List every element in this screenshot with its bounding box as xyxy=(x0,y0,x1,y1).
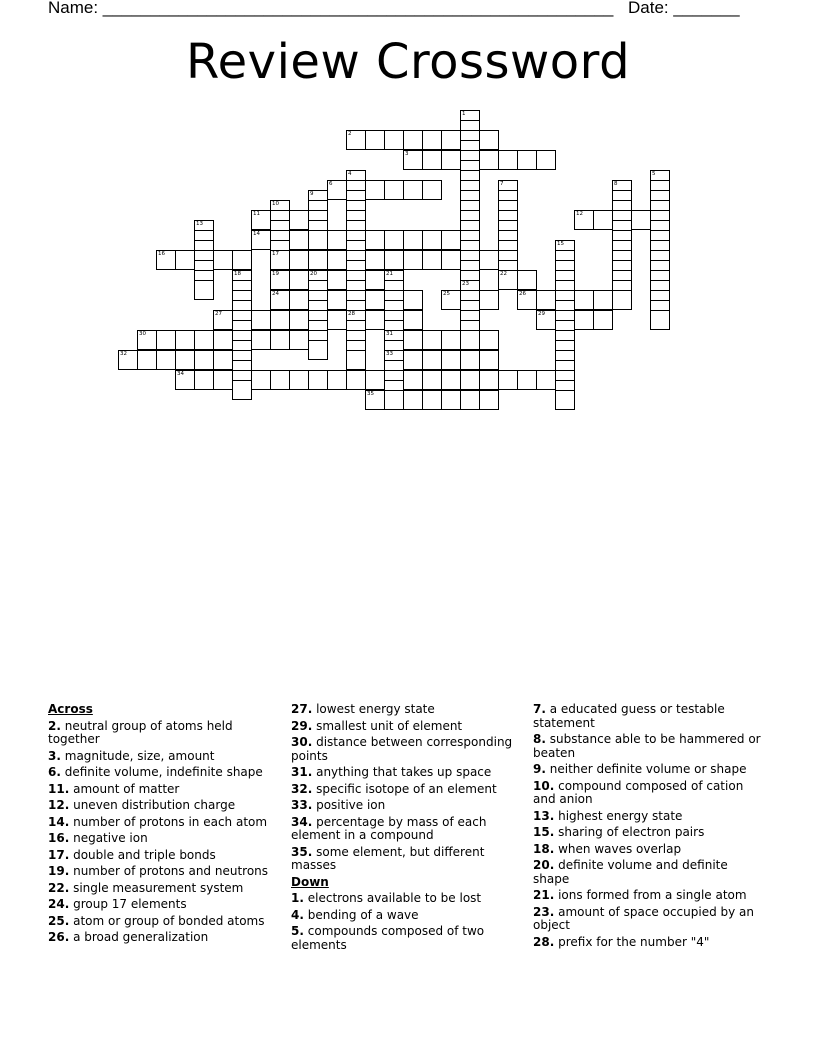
crossword-cell[interactable] xyxy=(536,370,556,390)
clue-number: 31. xyxy=(291,765,313,779)
clue-text: a educated guess or testable statement xyxy=(533,702,725,730)
crossword-cell[interactable] xyxy=(441,250,461,270)
crossword-cell[interactable] xyxy=(308,370,328,390)
crossword-cell[interactable] xyxy=(251,210,271,230)
cell-number: 32 xyxy=(120,351,127,357)
crossword-cell[interactable] xyxy=(441,150,461,170)
cell-number: 29 xyxy=(538,311,545,317)
clue-item xyxy=(291,703,523,717)
cell-number: 34 xyxy=(177,371,184,377)
crossword-cell[interactable] xyxy=(422,230,442,250)
crossword-cell[interactable] xyxy=(422,370,442,390)
clue-text: definite volume, indefinite shape xyxy=(64,765,263,779)
crossword-cell[interactable] xyxy=(365,370,385,390)
crossword-cell[interactable] xyxy=(346,130,366,150)
crossword-cell[interactable] xyxy=(289,210,309,230)
crossword-cell[interactable] xyxy=(422,250,442,270)
crossword-cell[interactable] xyxy=(403,330,423,350)
clue-text: substance able to be hammered or beaten xyxy=(533,732,761,760)
cell-number: 17 xyxy=(272,251,279,257)
clue-text: amount of matter xyxy=(73,781,180,796)
crossword-cell[interactable] xyxy=(517,270,537,290)
date-line: Date: _______ xyxy=(628,0,740,17)
clue-number: 26. xyxy=(48,930,70,944)
crossword-cell[interactable] xyxy=(175,330,195,350)
clue-number: 7. xyxy=(533,702,546,716)
clue-number: 6. xyxy=(48,765,61,779)
crossword-cell[interactable] xyxy=(365,130,385,150)
crossword-cell[interactable] xyxy=(422,130,442,150)
crossword-cell[interactable] xyxy=(479,290,499,310)
crossword-cell[interactable] xyxy=(213,250,233,270)
crossword-cell[interactable] xyxy=(346,370,366,390)
clue-number: 22. xyxy=(48,880,70,895)
clue-item xyxy=(48,915,280,929)
crossword-cell[interactable] xyxy=(270,270,290,290)
crossword-cell[interactable] xyxy=(327,180,347,200)
name-line: Name: ______________________________________________________ xyxy=(48,0,614,17)
crossword-cell[interactable] xyxy=(441,330,461,350)
crossword-cell[interactable] xyxy=(479,330,499,350)
crossword-cell[interactable] xyxy=(574,290,594,310)
crossword-cell[interactable] xyxy=(574,210,594,230)
crossword-cell[interactable] xyxy=(536,290,556,310)
clue-text: electrons available to be lost xyxy=(307,891,482,905)
clue-text: atom or group of bonded atoms xyxy=(73,913,265,928)
crossword-cell[interactable] xyxy=(498,370,518,390)
cell-number: 14 xyxy=(253,231,260,237)
crossword-cell[interactable] xyxy=(403,310,423,330)
crossword-cell[interactable] xyxy=(517,290,537,310)
clue-text: a broad generalization xyxy=(73,930,209,944)
clue-number: 25. xyxy=(48,913,70,928)
clue-text: distance between corresponding points xyxy=(291,735,513,763)
clue-text: percentage by mass of each element in a compound xyxy=(291,814,487,842)
crossword-cell[interactable] xyxy=(460,350,480,370)
crossword-cell[interactable] xyxy=(270,250,290,270)
clue-item xyxy=(48,931,280,945)
crossword-cell[interactable] xyxy=(213,310,233,330)
clue-number: 18. xyxy=(533,841,555,856)
cell-number: 27 xyxy=(215,311,222,317)
clue-text: prefix for the number "4" xyxy=(558,934,710,949)
clue-number: 27. xyxy=(291,702,313,716)
clue-item xyxy=(291,783,523,797)
cell-number: 11 xyxy=(253,211,260,217)
cell-number: 26 xyxy=(519,291,526,297)
crossword-cell[interactable] xyxy=(422,180,442,200)
clue-number: 34. xyxy=(291,814,313,829)
clue-number: 16. xyxy=(48,831,70,845)
clue-number: 10. xyxy=(533,778,555,793)
clue-item xyxy=(48,832,280,846)
crossword-cell[interactable] xyxy=(536,310,556,330)
clue-number: 28. xyxy=(533,934,555,949)
crossword-cell[interactable] xyxy=(308,250,328,270)
crossword-cell[interactable] xyxy=(403,230,423,250)
clue-item xyxy=(48,816,280,830)
crossword-cell[interactable] xyxy=(422,390,442,410)
crossword-cell[interactable] xyxy=(422,150,442,170)
clue-number: 17. xyxy=(48,847,70,862)
clue-number: 29. xyxy=(291,718,313,733)
crossword-cell[interactable] xyxy=(251,230,271,250)
clue-number: 3. xyxy=(48,748,61,763)
crossword-cell[interactable] xyxy=(194,280,214,300)
clue-number: 9. xyxy=(533,762,546,776)
cell-number: 10 xyxy=(272,201,279,207)
clue-text: group 17 elements xyxy=(73,897,187,911)
crossword-cell[interactable] xyxy=(327,250,347,270)
cell-number: 21 xyxy=(386,271,393,277)
crossword-cell[interactable] xyxy=(365,390,385,410)
crossword-cell[interactable] xyxy=(517,370,537,390)
clue-item xyxy=(48,849,280,863)
crossword-cell[interactable] xyxy=(327,370,347,390)
clue-item xyxy=(291,720,523,734)
clue-text: highest energy state xyxy=(558,808,683,823)
crossword-cell[interactable] xyxy=(384,130,404,150)
clue-item xyxy=(291,909,523,923)
crossword-cell[interactable] xyxy=(365,310,385,330)
crossword-cell[interactable] xyxy=(232,250,252,270)
clue-number: 11. xyxy=(48,781,70,796)
clue-item xyxy=(48,799,280,813)
clue-text: positive ion xyxy=(316,798,386,812)
crossword-cell[interactable] xyxy=(232,380,252,400)
clue-item xyxy=(48,750,280,764)
clue-item xyxy=(48,865,280,879)
crossword-cell[interactable] xyxy=(365,270,385,290)
crossword-cell[interactable] xyxy=(441,290,461,310)
cell-number: 31 xyxy=(386,331,393,337)
clue-item xyxy=(291,925,523,952)
crossword-cell[interactable] xyxy=(365,230,385,250)
crossword-cell[interactable] xyxy=(270,290,290,310)
crossword-cell[interactable] xyxy=(498,150,518,170)
cell-number: 2 xyxy=(348,131,352,137)
clue-text: when waves overlap xyxy=(558,841,682,856)
clue-text: ions formed from a single atom xyxy=(558,888,747,902)
cell-number: 20 xyxy=(310,271,317,277)
cell-number: 4 xyxy=(348,171,352,177)
crossword-cell[interactable] xyxy=(137,350,157,370)
clue-text: sharing of electron pairs xyxy=(558,825,705,839)
clue-text: neutral group of atoms held together xyxy=(48,718,233,746)
crossword-cell[interactable] xyxy=(593,310,613,330)
crossword-cell[interactable] xyxy=(403,150,423,170)
clue-item xyxy=(533,936,765,950)
clue-number: 4. xyxy=(291,907,304,922)
clue-text: lowest energy state xyxy=(316,702,435,716)
crossword-cell[interactable] xyxy=(251,310,271,330)
clue-item xyxy=(291,846,523,873)
crossword-cell[interactable] xyxy=(270,330,290,350)
clue-item xyxy=(48,882,280,896)
clue-text: number of protons and neutrons xyxy=(73,864,269,878)
clue-item xyxy=(533,826,765,840)
crossword-cell[interactable] xyxy=(403,250,423,270)
crossword-cell[interactable] xyxy=(441,130,461,150)
crossword-cell[interactable] xyxy=(270,370,290,390)
crossword-cell[interactable] xyxy=(308,340,328,360)
crossword-cell[interactable] xyxy=(251,370,271,390)
cell-number: 5 xyxy=(652,171,656,177)
crossword-cell[interactable] xyxy=(327,230,347,250)
crossword-cell[interactable] xyxy=(403,180,423,200)
clue-column-1 xyxy=(48,700,280,945)
cell-number: 12 xyxy=(576,211,583,217)
crossword-cell[interactable] xyxy=(365,180,385,200)
crossword-cell[interactable] xyxy=(289,270,309,290)
section-heading: Down xyxy=(291,874,329,889)
crossword-cell[interactable] xyxy=(479,390,499,410)
clue-number: 5. xyxy=(291,924,304,938)
clue-text: neither definite volume or shape xyxy=(549,762,747,776)
crossword-cell[interactable] xyxy=(213,370,233,390)
crossword-cell[interactable] xyxy=(574,310,594,330)
crossword-cell[interactable] xyxy=(555,390,575,410)
crossword-cell[interactable] xyxy=(479,250,499,270)
clue-column-2 xyxy=(291,700,523,952)
crossword-cell[interactable] xyxy=(308,230,328,250)
crossword-cell[interactable] xyxy=(327,290,347,310)
crossword-cell[interactable] xyxy=(365,250,385,270)
crossword-cell[interactable] xyxy=(479,370,499,390)
cell-number: 23 xyxy=(462,281,469,287)
clue-item xyxy=(291,816,523,843)
crossword-cell[interactable] xyxy=(593,290,613,310)
crossword-cell[interactable] xyxy=(175,250,195,270)
crossword-cell[interactable] xyxy=(403,130,423,150)
crossword-cell[interactable] xyxy=(460,390,480,410)
clue-item xyxy=(533,780,765,807)
clue-number: 15. xyxy=(533,825,555,839)
cell-number: 6 xyxy=(329,181,333,187)
clue-item xyxy=(533,843,765,857)
crossword-cell[interactable] xyxy=(384,230,404,250)
clue-item xyxy=(48,898,280,912)
cell-number: 7 xyxy=(500,181,504,187)
cell-number: 25 xyxy=(443,291,450,297)
crossword-cell[interactable] xyxy=(156,350,176,370)
clue-item xyxy=(48,720,280,747)
cell-number: 1 xyxy=(462,111,466,117)
clue-number: 13. xyxy=(533,808,555,823)
crossword-cell[interactable] xyxy=(289,330,309,350)
cell-number: 8 xyxy=(614,181,618,187)
clue-item xyxy=(533,810,765,824)
clue-column-3 xyxy=(533,700,765,949)
clue-text: specific isotope of an element xyxy=(316,781,497,796)
crossword-cell[interactable] xyxy=(194,330,214,350)
clue-item xyxy=(533,763,765,777)
crossword-cell[interactable] xyxy=(384,390,404,410)
clue-number: 21. xyxy=(533,888,555,902)
crossword-cell[interactable] xyxy=(536,150,556,170)
clue-text: compounds composed of two elements xyxy=(291,924,485,952)
crossword-cell[interactable] xyxy=(346,350,366,370)
clue-number: 23. xyxy=(533,904,555,919)
clue-item xyxy=(533,703,765,730)
clue-text: number of protons in each atom xyxy=(73,814,268,829)
crossword-cell[interactable] xyxy=(479,150,499,170)
cell-number: 18 xyxy=(234,271,241,277)
crossword-cell[interactable] xyxy=(365,290,385,310)
crossword-cell[interactable] xyxy=(289,370,309,390)
clue-item xyxy=(533,733,765,760)
clue-text: anything that takes up space xyxy=(316,765,492,779)
clue-number: 20. xyxy=(533,858,555,872)
cell-number: 33 xyxy=(386,351,393,357)
clue-number: 30. xyxy=(291,735,313,749)
clue-text: single measurement system xyxy=(73,880,244,895)
crossword-cell[interactable] xyxy=(422,330,442,350)
crossword-cell[interactable] xyxy=(441,370,461,390)
crossword-cell[interactable] xyxy=(422,350,442,370)
crossword-cell[interactable] xyxy=(194,370,214,390)
crossword-cell[interactable] xyxy=(479,350,499,370)
cell-number: 16 xyxy=(158,251,165,257)
crossword-cell[interactable] xyxy=(213,350,233,370)
crossword-cell[interactable] xyxy=(156,330,176,350)
cell-number: 28 xyxy=(348,311,355,317)
crossword-cell[interactable] xyxy=(289,250,309,270)
crossword-cell[interactable] xyxy=(175,370,195,390)
crossword-cell[interactable] xyxy=(403,350,423,370)
crossword-cell[interactable] xyxy=(631,210,651,230)
crossword-cell[interactable] xyxy=(403,370,423,390)
crossword-cell[interactable] xyxy=(289,310,309,330)
crossword-cell[interactable] xyxy=(479,130,499,150)
clue-item xyxy=(48,766,280,780)
clue-item xyxy=(533,906,765,933)
cell-number: 3 xyxy=(405,151,409,157)
crossword-cell[interactable] xyxy=(460,330,480,350)
cell-number: 19 xyxy=(272,271,279,277)
crossword-cell[interactable] xyxy=(650,310,670,330)
cell-number: 24 xyxy=(272,291,279,297)
clue-item xyxy=(533,889,765,903)
crossword-cell[interactable] xyxy=(403,290,423,310)
crossword-cell[interactable] xyxy=(270,310,290,330)
clue-number: 32. xyxy=(291,781,313,796)
clue-item xyxy=(291,799,523,813)
crossword-cell[interactable] xyxy=(384,180,404,200)
crossword-cell[interactable] xyxy=(327,310,347,330)
cell-number: 13 xyxy=(196,221,203,227)
clue-item xyxy=(291,736,523,763)
crossword-cell[interactable] xyxy=(118,350,138,370)
crossword-cell[interactable] xyxy=(384,250,404,270)
crossword-cell[interactable] xyxy=(194,350,214,370)
crossword-cell[interactable] xyxy=(175,350,195,370)
crossword-cell[interactable] xyxy=(593,210,613,230)
clue-text: uneven distribution charge xyxy=(73,798,236,812)
crossword-cell[interactable] xyxy=(251,330,271,350)
clue-text: some element, but different masses xyxy=(291,844,485,872)
crossword-cell[interactable] xyxy=(403,390,423,410)
clue-item xyxy=(48,783,280,797)
clue-number: 33. xyxy=(291,798,313,812)
cell-number: 35 xyxy=(367,391,374,397)
crossword-cell[interactable] xyxy=(498,270,518,290)
section-heading: Across xyxy=(48,702,93,716)
clue-item xyxy=(291,766,523,780)
clue-number: 12. xyxy=(48,798,70,812)
crossword-cell[interactable] xyxy=(327,270,347,290)
page-title: Review Crossword xyxy=(185,34,631,90)
crossword-cell[interactable] xyxy=(289,290,309,310)
clue-number: 24. xyxy=(48,897,70,911)
crossword-cell[interactable] xyxy=(612,290,632,310)
clue-text: bending of a wave xyxy=(307,907,419,922)
cell-number: 9 xyxy=(310,191,314,197)
crossword-cell[interactable] xyxy=(441,230,461,250)
cell-number: 30 xyxy=(139,331,146,337)
clue-text: amount of space occupied by an object xyxy=(533,904,755,932)
clue-text: smallest unit of element xyxy=(316,718,463,733)
crossword-cell[interactable] xyxy=(156,250,176,270)
crossword-cell[interactable] xyxy=(460,370,480,390)
clue-number: 35. xyxy=(291,844,313,859)
crossword-cell[interactable] xyxy=(289,230,309,250)
clue-text: definite volume and definite shape xyxy=(533,858,728,886)
clue-number: 1. xyxy=(291,891,304,905)
clue-number: 2. xyxy=(48,718,61,733)
cell-number: 15 xyxy=(557,241,564,247)
clue-number: 14. xyxy=(48,814,70,829)
clue-text: magnitude, size, amount xyxy=(64,748,215,763)
crossword-cell[interactable] xyxy=(517,150,537,170)
clue-text: compound composed of cation and anion xyxy=(533,778,744,806)
cell-number: 22 xyxy=(500,271,507,277)
clue-number: 8. xyxy=(533,732,546,746)
crossword-cell[interactable] xyxy=(441,350,461,370)
clue-item xyxy=(533,859,765,886)
crossword-cell[interactable] xyxy=(213,330,233,350)
clue-item xyxy=(291,892,523,906)
clue-text: double and triple bonds xyxy=(73,847,216,862)
clue-number: 19. xyxy=(48,864,70,878)
crossword-cell[interactable] xyxy=(441,390,461,410)
clue-text: negative ion xyxy=(73,831,148,845)
crossword-cell[interactable] xyxy=(137,330,157,350)
